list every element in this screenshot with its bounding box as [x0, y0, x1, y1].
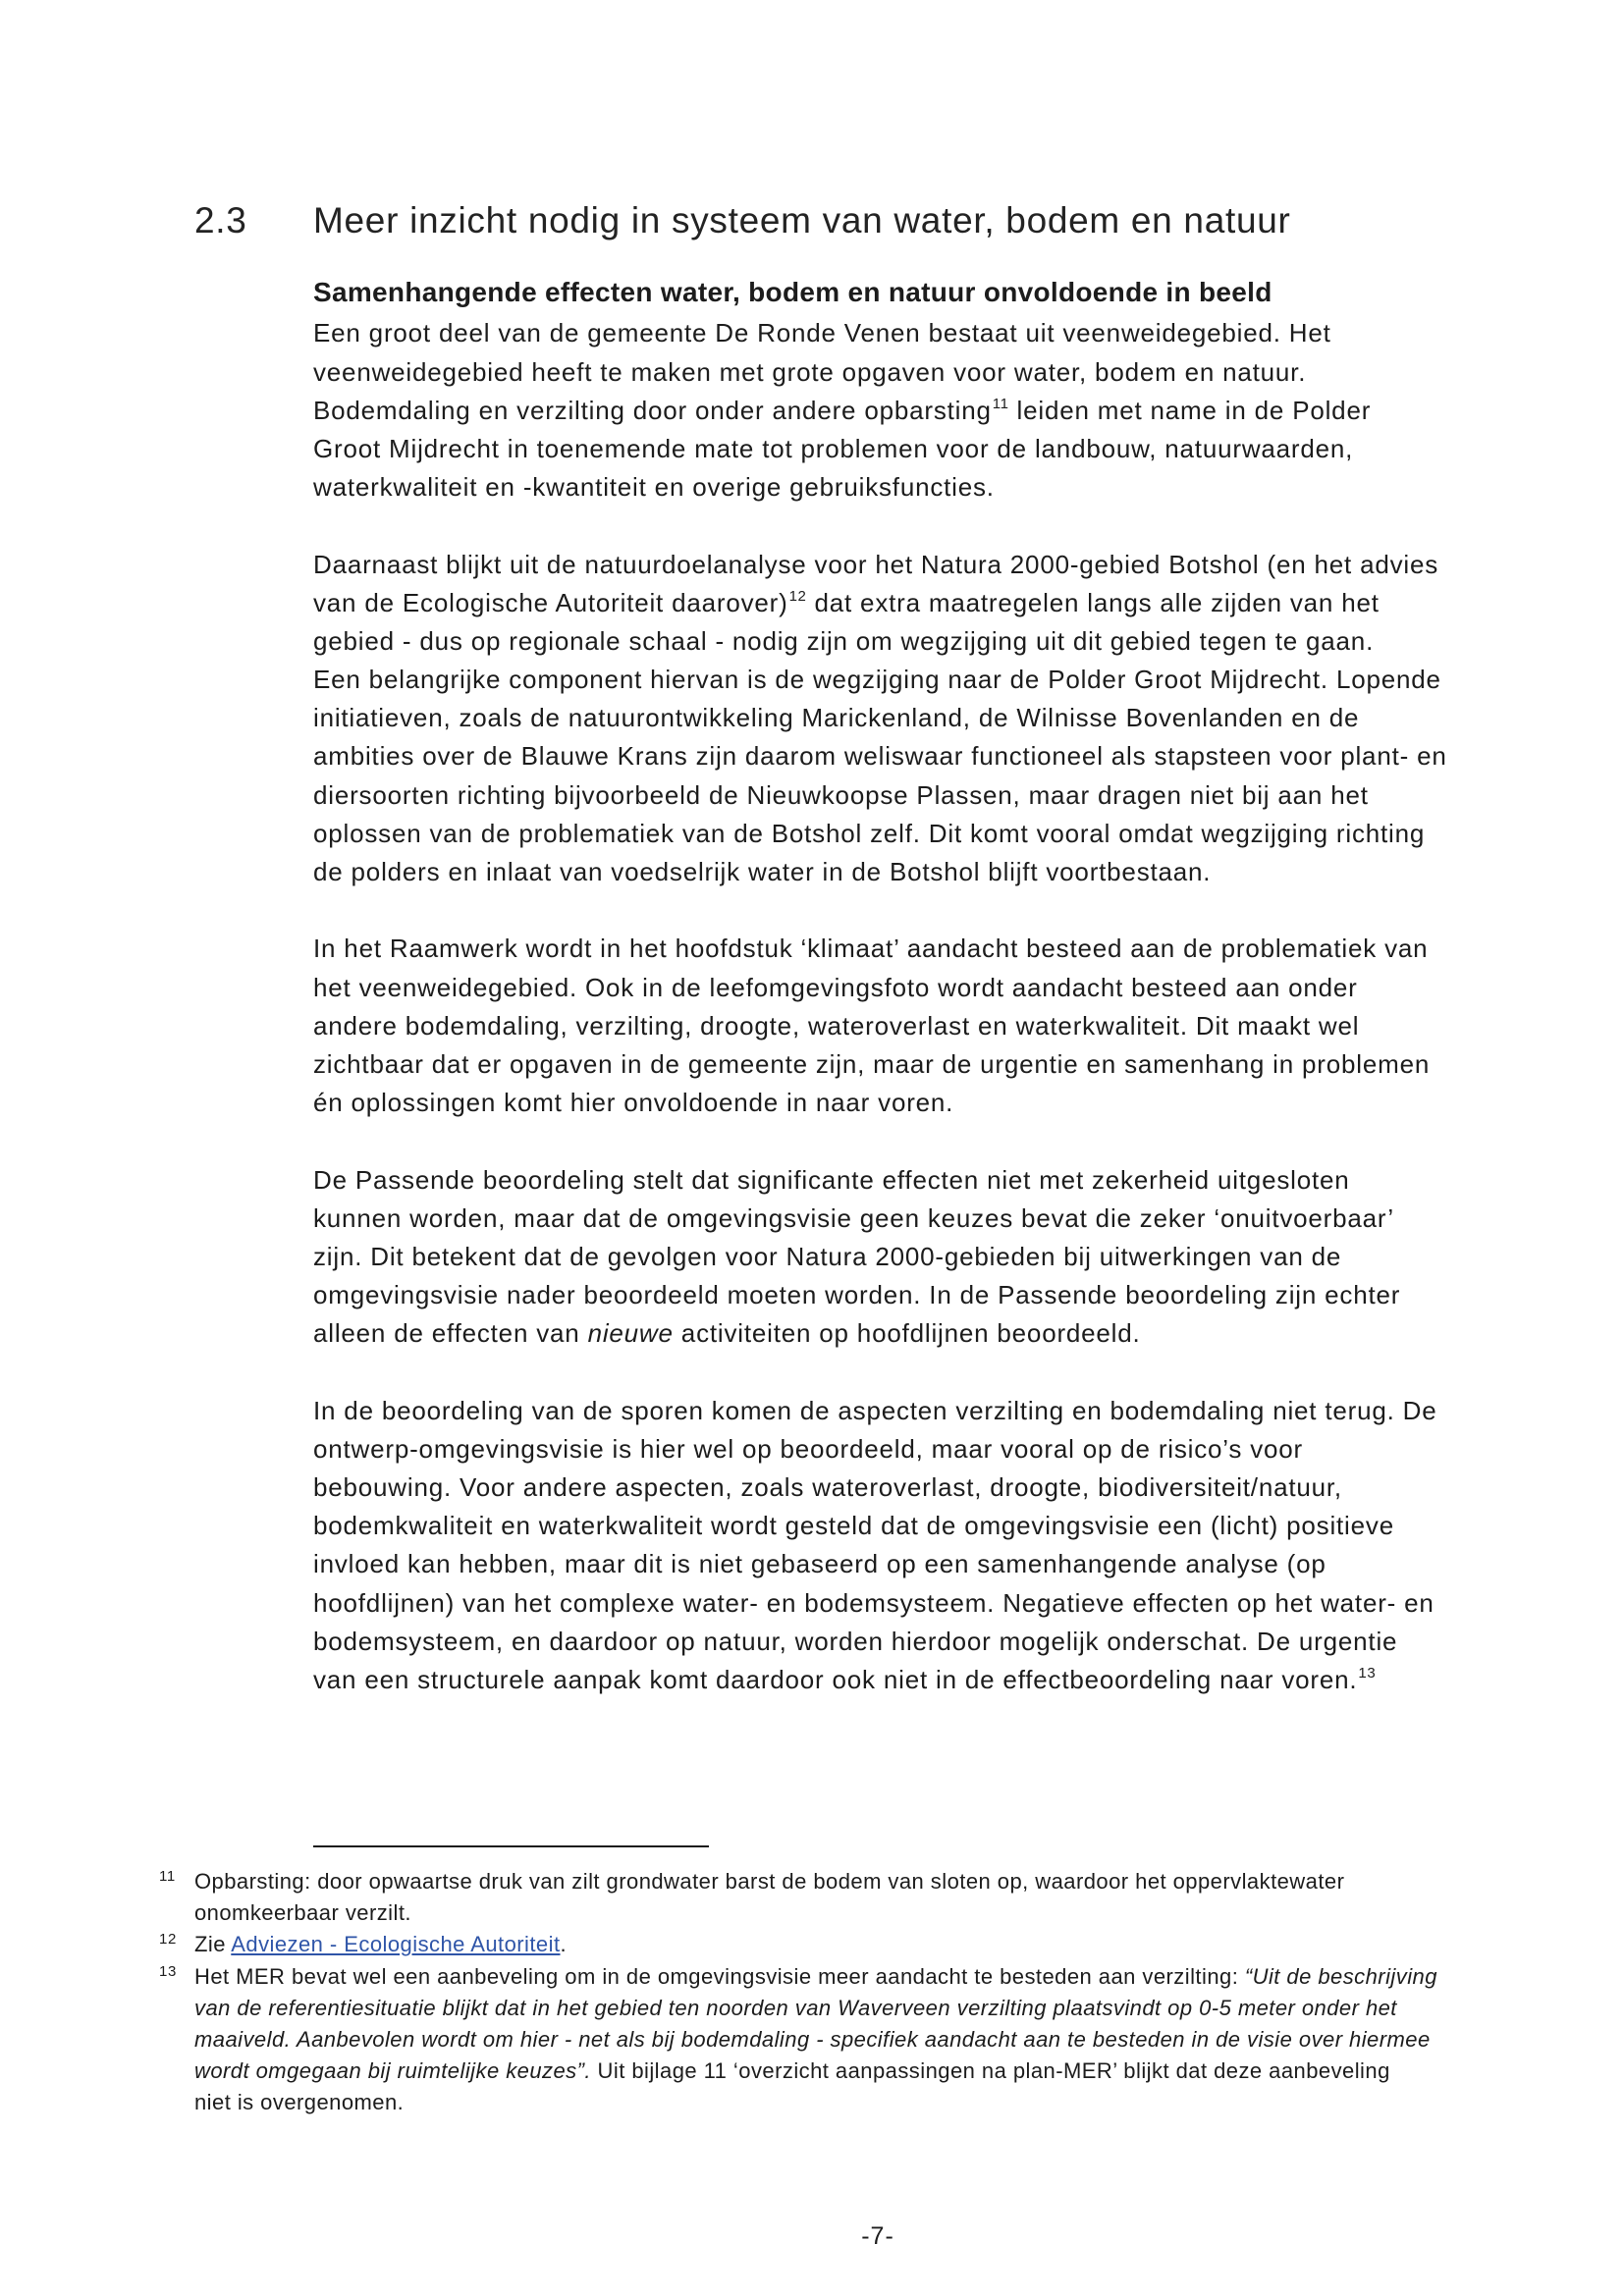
- footnote-line: [194, 2056, 1624, 2087]
- text-line: [313, 584, 1541, 622]
- text-line: zijn. Dit betekent dat de gevolgen voor Natura 2000-gebieden bij uitwerkingen van de: [313, 1241, 1342, 1271]
- quote-text: “Uit de beschrijving: [1244, 1963, 1437, 1989]
- quote-text: van de referentiesituatie blijkt dat in het gebied ten noorden van Waverveen verzilting plaatsvindt op 0-5 meter onder het: [194, 1995, 1397, 2020]
- text-line: ambities over de Blauwe Krans zijn daarom weliswaar functioneel als stapsteen voor plant- en: [313, 741, 1447, 772]
- paragraph: [313, 1392, 1541, 1700]
- text-line: veenweidegebied heeft te maken met grote opgaven voor water, bodem en natuur.: [313, 356, 1307, 387]
- footnote-number: 13: [159, 1962, 177, 1980]
- paragraph: [313, 314, 1541, 507]
- text-line: In het Raamwerk wordt in het hoofdstuk ‘klimaat’ aandacht besteed aan de problematiek van: [313, 934, 1429, 964]
- text-line: Een belangrijke component hiervan is de wegzijging naar de Polder Groot Mijdrecht. Lopende: [313, 665, 1441, 695]
- text-line: Een groot deel van de gemeente De Ronde Venen bestaat uit veenweidegebied. Het: [313, 318, 1331, 348]
- footnote-separator: [313, 1845, 709, 1847]
- text-segment: activiteiten op hoofdlijnen beoordeeld.: [673, 1318, 1141, 1349]
- text-segment: .: [560, 1932, 568, 1957]
- text-line: ontwerp-omgevingsvisie is hier wel op beoordeeld, maar vooral op de risico’s voor: [313, 1433, 1304, 1464]
- text-line: én oplossingen komt hier onvoldoende in naar voren.: [313, 1088, 954, 1118]
- text-line: andere bodemdaling, verzilting, droogte, wateroverlast en waterkwaliteit. Dit maakt wel: [313, 1010, 1360, 1041]
- text-line: gebied - dus op regionale schaal - nodig zijn om wegzijging uit dit gebied tegen te gaan.: [313, 625, 1375, 656]
- footnote-text: [194, 1961, 1624, 2119]
- text-line: bodemsysteem, en daardoor op natuur, worden hierdoor mogelijk onderschat. De urgentie: [313, 1626, 1398, 1656]
- text-segment: dat extra maatregelen langs alle zijden van het: [806, 587, 1380, 617]
- footnote-link-adviezen[interactable]: Adviezen - Ecologische Autoriteit: [231, 1932, 561, 1957]
- text-line: [313, 392, 1541, 430]
- footnote-text: [194, 1866, 1624, 1929]
- quote-text: maaiveld. Aanbevolen wordt om hier - net als bij bodemdaling - specifiek aandacht aan te besteden in de visie over hiermee: [194, 2026, 1431, 2052]
- text-segment: Uit bijlage 11 ‘overzicht aanpassingen na plan-MER’ blijkt dat deze aanbeveling: [590, 2058, 1390, 2084]
- emphasis-text: nieuwe: [587, 1318, 674, 1349]
- text-line: Daarnaast blijkt uit de natuurdoelanalyse voor het Natura 2000-gebied Botshol (en het advies: [313, 549, 1439, 579]
- text-segment: van de Ecologische Autoriteit daarover): [313, 587, 788, 617]
- quote-text: wordt omgegaan bij ruimtelijke keuzes”.: [194, 2058, 591, 2084]
- text-line: hoofdlijnen) van het complexe water- en bodemsysteem. Negatieve effecten op het water- en: [313, 1587, 1435, 1618]
- body-text: [313, 314, 1541, 1737]
- text-line: bebouwing. Voor andere aspecten, zoals wateroverlast, droogte, biodiversiteit/natuur,: [313, 1472, 1342, 1503]
- text-line: oplossen van de problematiek van de Botshol zelf. Dit komt vooral omdat wegzijging richting: [313, 818, 1426, 848]
- footnote-line: niet is overgenomen.: [194, 2090, 405, 2115]
- text-segment: Bodemdaling en verzilting door onder andere opbarsting: [313, 395, 992, 425]
- text-line: invloed kan hebben, maar dit is niet gebaseerd op een samenhangende analyse (op: [313, 1549, 1326, 1579]
- text-segment: van een structurele aanpak komt daardoor ook niet in de effectbeoordeling naar voren.: [313, 1664, 1358, 1694]
- text-line: In de beoordeling van de sporen komen de aspecten verzilting en bodemdaling niet terug. De: [313, 1395, 1437, 1425]
- paragraph: [313, 546, 1541, 892]
- footnote: [0, 1961, 1624, 2119]
- text-line: [313, 1661, 1541, 1699]
- footnote-line: [194, 1961, 1624, 1993]
- footnote-line: onomkeerbaar verzilt.: [194, 1900, 411, 1926]
- footnote-line: [194, 1929, 1624, 1960]
- text-segment: Het MER bevat wel een aanbeveling om in de omgevingsvisie meer aandacht te besteden aan verzilting:: [194, 1963, 1245, 1989]
- text-line: zichtbaar dat er opgaven in de gemeente zijn, maar de urgentie en samenhang in problemen: [313, 1048, 1431, 1079]
- footnote-line: Opbarsting: door opwaartse druk van zilt grondwater barst de bodem van sloten op, waardoor het oppervlaktewater: [194, 1869, 1345, 1894]
- footnote-number: 11: [159, 1868, 176, 1885]
- text-line: [313, 1314, 1541, 1353]
- text-line: bodemkwaliteit en waterkwaliteit wordt gesteld dat de omgevingsvisie een (licht) positieve: [313, 1511, 1394, 1541]
- text-line: Groot Mijdrecht in toenemende mate tot problemen voor de landbouw, natuurwaarden,: [313, 433, 1354, 463]
- text-segment: alleen de effecten van: [313, 1318, 588, 1349]
- text-line: de polders en inlaat van voedselrijk water in de Botshol blijft voortbestaan.: [313, 857, 1212, 887]
- text-line: waterkwaliteit en -kwantiteit en overige gebruiksfuncties.: [313, 472, 995, 503]
- section-title: Meer inzicht nodig in systeem van water, bodem en natuur: [313, 200, 1291, 240]
- footnote-reference: 13: [1358, 1664, 1377, 1682]
- text-segment: Zie: [194, 1932, 232, 1957]
- footnote: [0, 1929, 1624, 1960]
- text-line: De Passende beoordeling stelt dat significante effecten niet met zekerheid uitgesloten: [313, 1164, 1350, 1195]
- text-segment: leiden met name in de Polder: [1008, 395, 1372, 425]
- footnote: [0, 1866, 1624, 1929]
- text-line: omgevingsvisie nader beoordeeld moeten worden. In de Passende beoordeling zijn echter: [313, 1280, 1401, 1310]
- footnote-text: [194, 1929, 1624, 1960]
- page-number: -7-: [861, 2222, 894, 2250]
- footnote-reference: 12: [788, 587, 807, 605]
- section-number: 2.3: [194, 200, 247, 240]
- text-line: diersoorten richting bijvoorbeeld de Nieuwkoopse Plassen, maar dragen niet bij aan het: [313, 779, 1369, 810]
- paragraph: [313, 1161, 1541, 1354]
- text-line: kunnen worden, maar dat de omgevingsvisie geen keuzes bevat die zeker ‘onuitvoerbaar’: [313, 1202, 1394, 1233]
- footnote-reference: 11: [992, 395, 1009, 412]
- footnotes: [0, 1866, 1624, 2119]
- footnote-number: 12: [159, 1931, 177, 1949]
- subsection-heading: Samenhangende effecten water, bodem en natuur onvoldoende in beeld: [313, 277, 1272, 307]
- paragraph: [313, 930, 1541, 1122]
- text-line: het veenweidegebied. Ook in de leefomgevingsfoto wordt aandacht besteed aan onder: [313, 972, 1358, 1002]
- text-line: initiatieven, zoals de natuurontwikkeling Marickenland, de Wilnisse Bovenlanden en de: [313, 703, 1360, 733]
